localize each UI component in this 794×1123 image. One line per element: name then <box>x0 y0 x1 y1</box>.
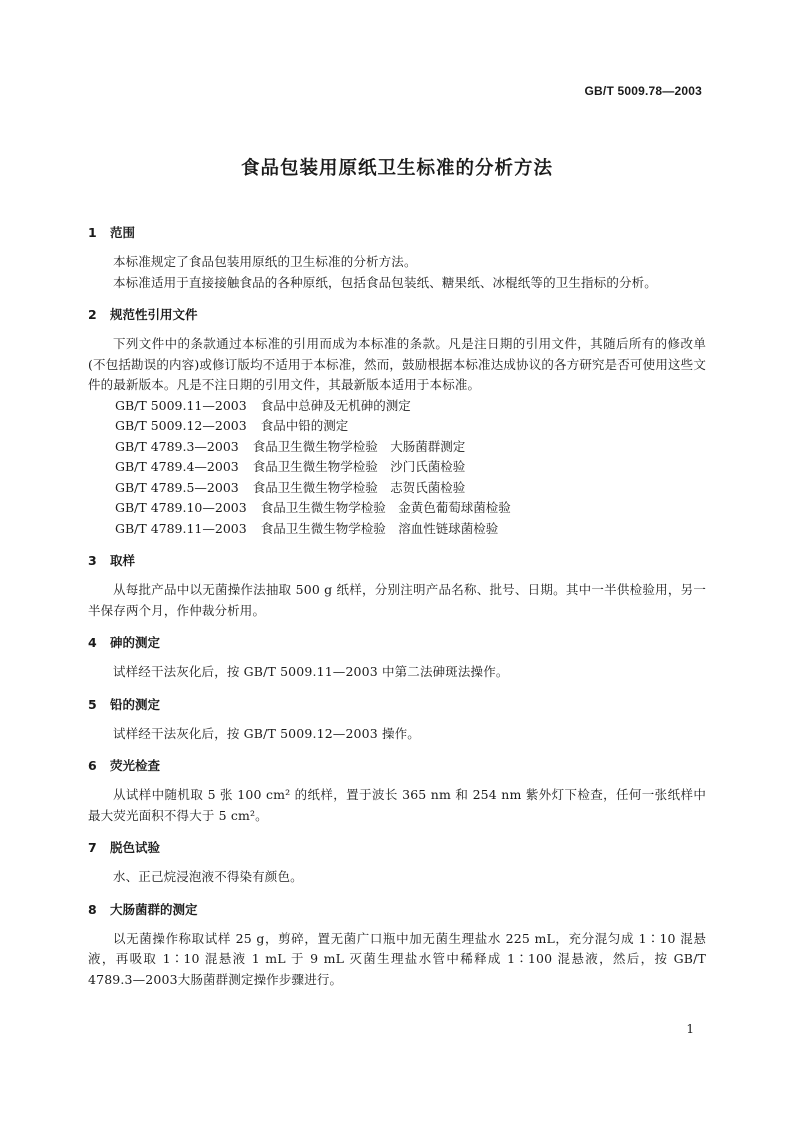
paragraph: 试样经干法灰化后，按 GB/T 5009.11—2003 中第二法砷斑法操作。 <box>113 664 509 679</box>
paragraph: 从试样中随机取 5 张 100 cm² 的纸样，置于波长 365 nm 和 254 nm 紫外灯下检查，任何一张纸样中最大荧光面积不得大于 5 cm²。 <box>88 787 706 823</box>
section-heading: 4 砷的测定 <box>88 635 161 650</box>
section-coliform <box>88 900 706 991</box>
paragraph: 以无菌操作称取试样 25 g，剪碎，置无菌广口瓶中加无菌生理盐水 225 mL，充分混匀成 1∶10 混悬液，再吸取 1∶10 混悬液 1 mL 于 9 mL 灭菌生理盐水管中稀释成 1∶100 混悬液，然后，按 GB/T 4789.3—2003大肠菌群测定操作步骤进行。 <box>88 930 706 987</box>
reference-item: GB/T 4789.10—2003 食品卫生微生物学检验 金黄色葡萄球菌检验 <box>115 500 511 515</box>
reference-item: GB/T 4789.5—2003 食品卫生微生物学检验 志贺氏菌检验 <box>115 479 466 495</box>
section-arsenic <box>88 633 706 683</box>
section-decolorization <box>88 838 706 888</box>
reference-item: GB/T 4789.4—2003 食品卫生微生物学检验 沙门氏菌检验 <box>115 459 466 474</box>
section-heading: 7 脱色试验 <box>88 840 161 855</box>
paragraph: 下列文件中的条款通过本标准的引用而成为本标准的条款。凡是注日期的引用文件，其随后所有的修改单(不包括勘误的内容)或修订版均不适用于本标准，然而，鼓励根据本标准达成协议的各方研究是否可使用这些文件的最新版本。凡是不注日期的引用文件，其最新版本适用于本标准。 <box>88 336 706 392</box>
section-heading: 6 荧光检查 <box>88 758 161 773</box>
reference-item: GB/T 5009.12—2003 食品中铅的测定 <box>115 418 349 433</box>
section-heading: 1 范围 <box>88 225 136 240</box>
section-normative-references <box>88 305 706 539</box>
section-heading: 2 规范性引用文件 <box>88 307 198 322</box>
section-fluorescence <box>88 756 706 826</box>
paragraph: 从每批产品中以无菌操作法抽取 500 g 纸样，分别注明产品名称、批号、日期。其中一半供检验用，另一半保存两个月，作仲裁分析用。 <box>88 582 706 618</box>
section-heading: 8 大肠菌群的测定 <box>88 901 198 917</box>
section-scope <box>88 223 706 293</box>
section-heading: 5 铅的测定 <box>88 696 161 712</box>
standard-code: GB/T 5009.78—2003 <box>584 84 702 98</box>
reference-item: GB/T 5009.11—2003 食品中总砷及无机砷的测定 <box>115 397 411 413</box>
reference-item: GB/T 4789.11—2003 食品卫生微生物学检验 溶血性链球菌检验 <box>115 520 499 536</box>
document-body <box>88 223 706 990</box>
paragraph: 本标准适用于直接接触食品的各种原纸，包括食品包装纸、糖果纸、冰棍纸等的卫生指标的分析。 <box>113 274 657 290</box>
section-sampling <box>88 551 706 621</box>
reference-item: GB/T 4789.3—2003 食品卫生微生物学检验 大肠菌群测定 <box>115 438 466 454</box>
page-number: 1 <box>686 1022 694 1036</box>
section-lead <box>88 695 706 745</box>
paragraph: 本标准规定了食品包装用原纸的卫生标准的分析方法。 <box>113 254 417 269</box>
section-heading: 3 取样 <box>88 553 136 568</box>
paragraph: 水、正己烷浸泡液不得染有颜色。 <box>113 869 303 884</box>
paragraph: 试样经干法灰化后，按 GB/T 5009.12—2003 操作。 <box>113 725 420 741</box>
document-title: 食品包装用原纸卫生标准的分析方法 <box>240 158 553 179</box>
